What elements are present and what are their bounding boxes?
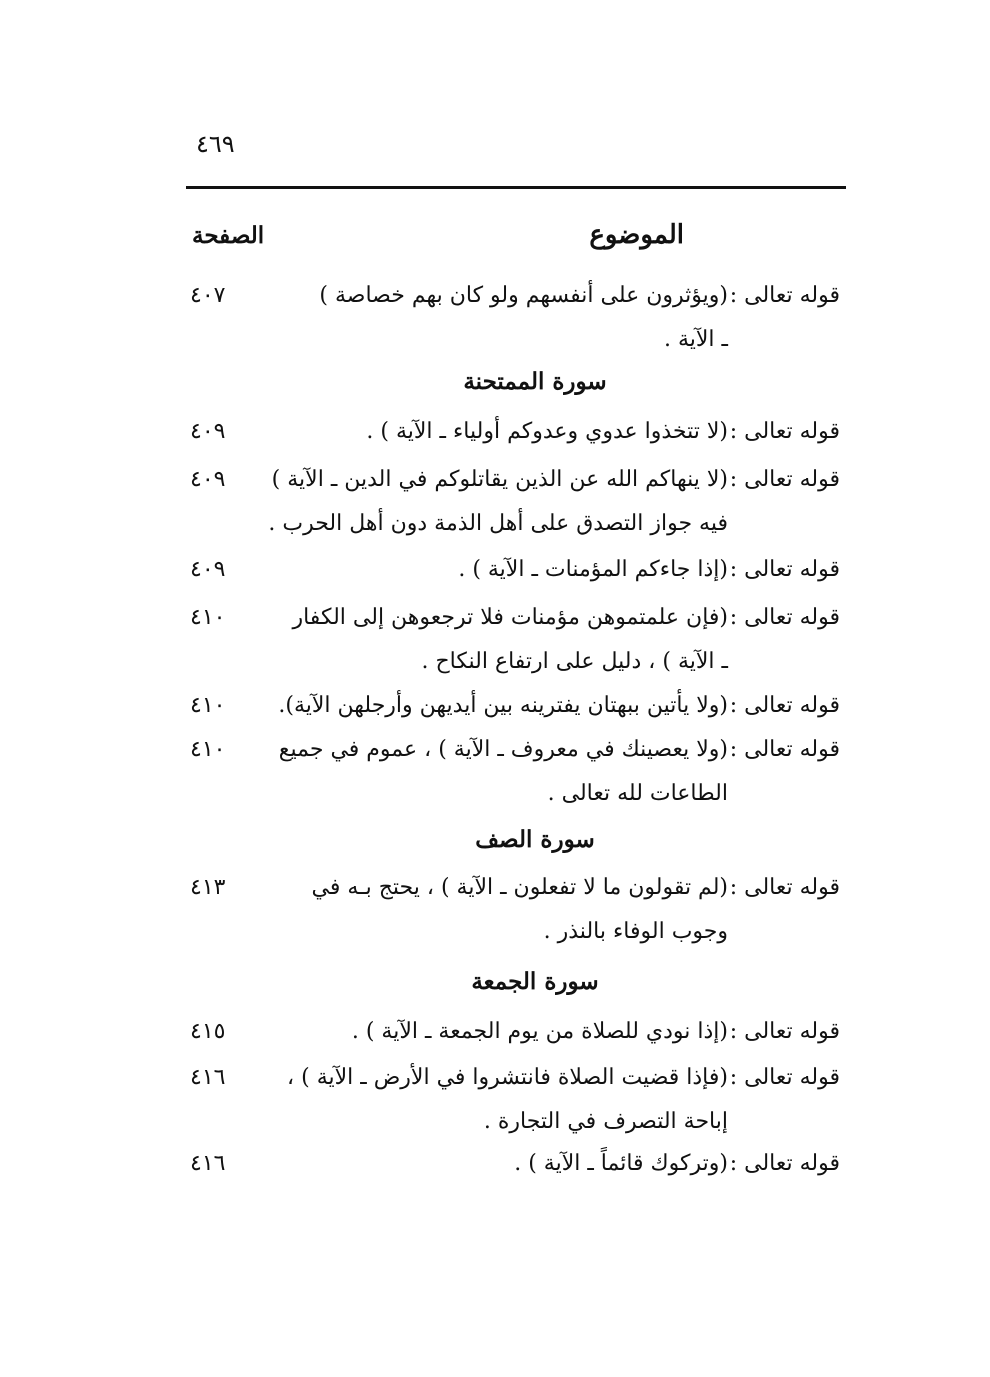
entry-lead: قوله تعالى :: [729, 737, 840, 762]
entry-verse: (فإن علمتموهن مؤمنات فلا ترجعوهن إلى الكفار: [292, 605, 728, 630]
entry-page-number: ٤١٦: [190, 1151, 226, 1176]
entry-page-number: ٤١٣: [190, 875, 226, 900]
entry-lead: قوله تعالى :: [729, 875, 840, 900]
entry-page-number: ٤١٠: [190, 605, 226, 630]
entry-text: [258, 410, 728, 454]
entry-verse: (لم تقولون ما لا تفعلون ـ الآية ) ، يحتج بـه في: [311, 875, 728, 900]
entry-lead: قوله تعالى :: [729, 605, 840, 630]
entry-lead: قوله تعالى :: [729, 1019, 840, 1044]
entry-note: الطاعات لله تعالى .: [547, 781, 728, 806]
entry-lead: قوله تعالى :: [729, 693, 840, 718]
entry-text: [258, 1056, 728, 1144]
column-header-page: الصفحة: [192, 222, 265, 249]
entry-lead: قوله تعالى :: [729, 467, 840, 492]
entry-page-number: ٤١٥: [190, 1019, 226, 1044]
entry-page-number: ٤٠٧: [190, 283, 226, 308]
entry-page-number: ٤١٠: [190, 737, 226, 762]
entry-text: [258, 866, 728, 954]
entry-page-number: ٤١٦: [190, 1065, 226, 1090]
entry-text: [258, 274, 728, 362]
entry-text: [258, 458, 728, 546]
entry-lead: قوله تعالى :: [729, 1065, 840, 1090]
entry-lead: قوله تعالى :: [729, 557, 840, 582]
surah-heading: سورة الممتحنة: [463, 368, 607, 395]
entry-verse: (فإذا قضيت الصلاة فانتشروا في الأرض ـ الآية ) ،: [287, 1065, 728, 1090]
entry-verse: (ولا يأتين ببهتان يفترينه بين أيديهن وأرجلهن الآية).: [278, 693, 728, 718]
page-number: ٤٦٩: [196, 130, 235, 158]
entry-page-number: ٤٠٩: [190, 557, 226, 582]
entry-lead: قوله تعالى :: [729, 1151, 840, 1176]
entry-note: ـ الآية ) ، دليل على ارتفاع النكاح .: [421, 649, 728, 674]
entry-page-number: ٤٠٩: [190, 419, 226, 444]
entry-verse: (لا تتخذوا عدوي وعدوكم أولياء ـ الآية ) .: [366, 419, 728, 444]
entry-note: وجوب الوفاء بالنذر .: [543, 919, 728, 944]
entry-verse: (لا ينهاكم الله عن الذين يقاتلوكم في الدين ـ الآية ): [271, 467, 728, 492]
entry-verse: (ويؤثرون على أنفسهم ولو كان بهم خصاصة ): [319, 283, 728, 308]
column-header-topic: الموضوع: [589, 220, 684, 250]
entry-page-number: ٤٠٩: [190, 467, 226, 492]
entry-verse: (وتركوك قائماً ـ الآية ) .: [514, 1151, 728, 1176]
entry-text: [258, 1010, 728, 1054]
entry-text: [258, 728, 728, 816]
entry-page-number: ٤١٠: [190, 693, 226, 718]
entry-lead: قوله تعالى :: [729, 283, 840, 308]
entry-lead: قوله تعالى :: [729, 419, 840, 444]
entry-note: ـ الآية .: [663, 327, 728, 352]
entry-verse: (إذا نودي للصلاة من يوم الجمعة ـ الآية ) .: [351, 1019, 728, 1044]
entry-text: [258, 1142, 728, 1186]
header-rule: [186, 186, 846, 189]
surah-heading: سورة الجمعة: [471, 968, 599, 995]
entry-note: إباحة التصرف في التجارة .: [483, 1109, 728, 1134]
surah-heading: سورة الصف: [475, 826, 595, 853]
entry-text: [258, 596, 728, 684]
entry-text: [258, 548, 728, 592]
entry-verse: (إذا جاءكم المؤمنات ـ الآية ) .: [458, 557, 728, 582]
entry-note: فيه جواز التصدق على أهل الذمة دون أهل الحرب .: [268, 511, 728, 536]
entry-verse: (ولا يعصينك في معروف ـ الآية ) ، عموم في جميع: [278, 737, 728, 762]
entry-text: [258, 684, 728, 728]
